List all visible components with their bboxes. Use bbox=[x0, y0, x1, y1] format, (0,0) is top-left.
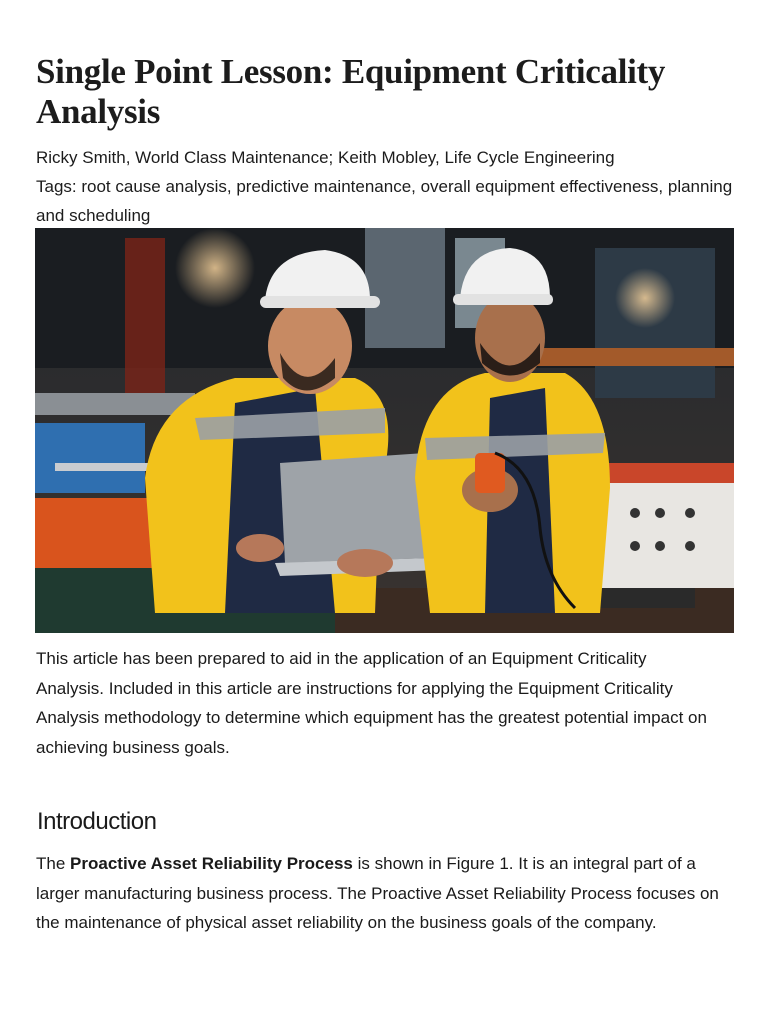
page-title: Single Point Lesson: Equipment Criticality Analysis bbox=[36, 52, 666, 131]
photo-icon bbox=[35, 228, 734, 633]
section-heading-introduction: Introduction bbox=[37, 808, 157, 835]
article-meta bbox=[36, 143, 736, 230]
hero-photo bbox=[35, 228, 734, 633]
intro-paragraph: This article has been prepared to aid in the application of an Equipment Criticality Analysis. Included in this article are instructions for applying the Equipment Criticality Analysis methodology to determine which equipment has the greatest potential impact on achieving business goals. bbox=[36, 649, 707, 757]
intro-lead: The bbox=[36, 854, 66, 873]
introduction-paragraph bbox=[36, 849, 736, 938]
tags: Tags: root cause analysis, predictive maintenance, overall equipment effectiveness, planning and scheduling bbox=[36, 177, 733, 225]
authors: Ricky Smith, World Class Maintenance; Keith Mobley, Life Cycle Engineering bbox=[36, 148, 615, 167]
intro-emphasis: Proactive Asset Reliability Process bbox=[70, 854, 353, 873]
intro-rest: is shown in Figure 1. It is an integral part of a larger manufacturing business process. The Proactive Asset Reliability Process focuses on the maintenance of physical asset reliability on the business goals of the company. bbox=[36, 854, 719, 932]
